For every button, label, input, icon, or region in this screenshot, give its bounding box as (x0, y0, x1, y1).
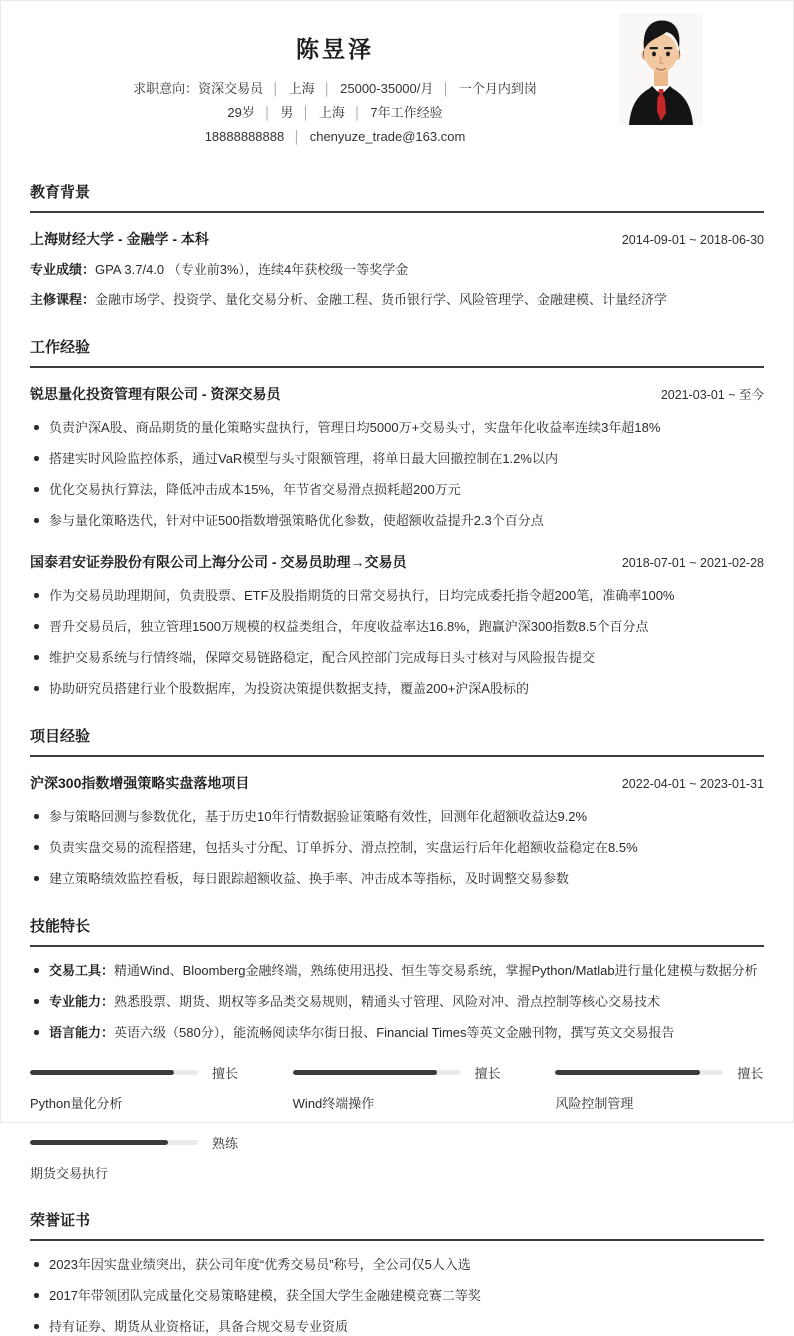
email-address: chenyuze_trade@163.com (309, 129, 466, 144)
skill-label: 语言能力： (49, 1025, 115, 1040)
skill-level-label: 擅长 (474, 1066, 501, 1081)
work-bullet: 晋升交易员后，独立管理1500万规模的权益类组合，年度收益率达16.8%，跑赢沪深300指数8.5个百分点 (30, 617, 764, 636)
project-name: 沪深300指数增强策略实盘落地项目 (30, 775, 250, 791)
work-entry-2 (30, 552, 764, 698)
project-entry-head (30, 773, 764, 793)
section-work (30, 336, 764, 698)
skill-bar-track (30, 1140, 198, 1145)
work-section-title: 工作经验 (30, 336, 764, 368)
skill-level-label: 擅长 (212, 1066, 239, 1081)
project-date-range: 2022-04-01 ~ 2023-01-31 (621, 777, 764, 791)
work-bullet: 维护交易系统与行情终端，保障交易链路稳定，配合风控部门完成每日头寸核对与风险报告提交 (30, 648, 764, 667)
courses-label: 主修课程： (30, 292, 96, 307)
contact-line (30, 125, 640, 149)
honors-bullet-list (30, 1255, 764, 1336)
honor-bullet: 持有证券、期货从业资格证，具备合规交易专业资质 (30, 1317, 764, 1336)
company-role: 锐思量化投资管理有限公司 - 资深交易员 (30, 386, 281, 402)
header-text-block (30, 31, 640, 149)
project-bullet: 负责实盘交易的流程搭建，包括头寸分配、订单拆分、滑点控制，实盘运行后年化超额收益稳定在8.5% (30, 838, 764, 857)
company-role: 国泰君安证券股份有限公司上海分公司 - 交易员助理→交易员 (30, 554, 407, 570)
work-entry-head (30, 552, 764, 572)
separator: │ (302, 106, 310, 120)
project-section-title: 项目经验 (30, 725, 764, 757)
separator: │ (293, 130, 301, 144)
age: 29岁 (227, 105, 255, 120)
separator: │ (272, 82, 280, 96)
phone-number: 18888888888 (204, 129, 285, 144)
separator: │ (353, 106, 362, 120)
personal-info-line (30, 101, 640, 125)
work-bullet: 搭建实时风险监控体系，通过VaR模型与头寸限额管理，将单日最大回撤控制在1.2%以内 (30, 449, 764, 468)
skill-bar-python (30, 1063, 239, 1112)
skill-bar-wind (293, 1063, 502, 1112)
honor-bullet: 2017年带领团队完成量化交易策略建模，获全国大学生金融建模竞赛二等奖 (30, 1286, 764, 1305)
job-intent-line (30, 77, 640, 101)
skill-bar-name: 风险控制管理 (555, 1096, 634, 1111)
honor-bullet: 2023年因实盘业绩突出，获公司年度“优秀交易员”称号，全公司仅5人入选 (30, 1255, 764, 1274)
gpa-value: GPA 3.7/4.0 （专业前3%），连续4年获校级一等奖学金 (95, 262, 409, 277)
skill-bar-fill (293, 1070, 437, 1075)
work-bullet: 参与量化策略迭代，针对中证500指数增强策略优化参数，使超额收益提升2.3个百分点 (30, 511, 764, 530)
city: 上海 (318, 105, 345, 120)
section-education (30, 181, 764, 309)
section-honors (30, 1209, 764, 1336)
work-entry-head (30, 384, 764, 404)
project-bullet: 参与策略回测与参数优化，基于历史10年行情数据验证策略有效性，回测年化超额收益达9.2% (30, 807, 764, 826)
work-bullet: 负责沪深A股、商品期货的量化策略实盘执行，管理日均5000万+交易头寸，实盘年化收益率连续3年超18% (30, 418, 764, 437)
skill-level-label: 擅长 (737, 1066, 764, 1081)
school-major-degree: 上海财经大学 - 金融学 - 本科 (30, 231, 209, 247)
job-intent: 求职意向：资深交易员 (133, 81, 264, 96)
courses-value: 金融市场学、投资学、量化交易分析、金融工程、货币银行学、风险管理学、金融建模、计量经济学 (95, 292, 668, 307)
skill-bar-fill (30, 1070, 174, 1075)
project-entry-1 (30, 773, 764, 888)
project-bullet-list (30, 807, 764, 888)
skills-section-title: 技能特长 (30, 915, 764, 947)
skill-bar-fill (30, 1140, 168, 1145)
separator: │ (263, 106, 272, 120)
section-skills (30, 915, 764, 1182)
skill-bar-track (293, 1070, 461, 1075)
education-courses-row (30, 290, 764, 309)
skill-text: 英语六级（580分），能流畅阅读华尔街日报、Financial Times等英文金融刊物，撰写英文交易报告 (114, 1025, 675, 1040)
skill-bar-fill (555, 1070, 699, 1075)
education-section-title: 教育背景 (30, 181, 764, 213)
skill-bullet (30, 961, 764, 980)
education-date-range: 2014-09-01 ~ 2018-06-30 (621, 233, 764, 247)
skills-bullet-list (30, 961, 764, 1042)
skill-bar-futures (30, 1133, 239, 1182)
education-entry-head (30, 229, 764, 249)
avatar-illustration (619, 13, 703, 125)
skill-bullet (30, 992, 764, 1011)
gender: 男 (280, 105, 294, 120)
work-date-range: 2018-07-01 ~ 2021-02-28 (621, 556, 764, 570)
skill-level-label: 熟练 (212, 1136, 239, 1151)
work-bullet: 优化交易执行算法，降低冲击成本15%，年节省交易滑点损耗超200万元 (30, 480, 764, 499)
experience-years: 7年工作经验 (370, 105, 443, 120)
skill-bar-track (30, 1070, 198, 1075)
availability: 一个月内到岗 (458, 81, 537, 96)
separator: │ (442, 82, 450, 96)
resume-header (30, 1, 764, 151)
skill-bar-track (555, 1070, 723, 1075)
candidate-name: 陈昱泽 (296, 36, 374, 62)
skill-bullet (30, 1023, 764, 1042)
work-bullet: 协助研究员搭建行业个股数据库，为投资决策提供数据支持，覆盖200+沪深A股标的 (30, 679, 764, 698)
honors-section-title: 荣誉证书 (30, 1209, 764, 1241)
skill-text: 熟悉股票、期货、期权等多品类交易规则，精通头寸管理、风险对冲、滑点控制等核心交易技术 (114, 994, 661, 1009)
skill-text: 精通Wind、Bloomberg金融终端，熟练使用迅投、恒生等交易系统，掌握Python/Matlab进行量化建模与数据分析 (114, 963, 758, 978)
skill-bar-name: Wind终端操作 (292, 1096, 375, 1111)
education-gpa-row (30, 260, 764, 279)
skill-bar-name: Python量化分析 (30, 1096, 123, 1111)
work-bullet: 作为交易员助理期间，负责股票、ETF及股指期货的日常交易执行，日均完成委托指令超200笔，准确率100% (30, 586, 764, 605)
section-project (30, 725, 764, 888)
profile-photo (619, 13, 703, 125)
work-bullet-list (30, 586, 764, 698)
skill-label: 专业能力： (49, 994, 115, 1009)
work-bullet-list (30, 418, 764, 530)
skill-label: 交易工具： (49, 963, 115, 978)
separator: │ (323, 82, 332, 96)
intent-city: 上海 (288, 81, 315, 96)
gpa-label: 专业成绩： (30, 262, 96, 277)
skill-bar-risk (555, 1063, 764, 1112)
work-date-range: 2021-03-01 ~ 至今 (660, 388, 764, 402)
work-entry-1 (30, 384, 764, 530)
expected-salary: 25000-35000/月 (340, 81, 434, 96)
skill-bar-name: 期货交易执行 (30, 1166, 109, 1181)
project-bullet: 建立策略绩效监控看板，每日跟踪超额收益、换手率、冲击成本等指标，及时调整交易参数 (30, 869, 764, 888)
